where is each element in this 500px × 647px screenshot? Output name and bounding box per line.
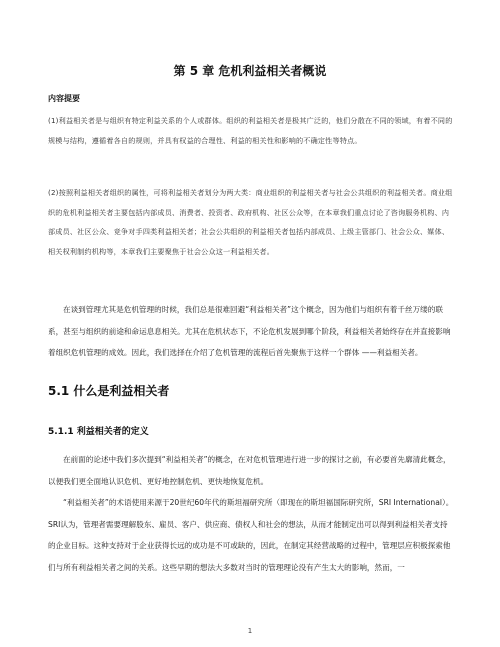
summary-heading: 内容提要 <box>48 94 80 103</box>
summary-paragraph-1: (1)利益相关者是与组织有特定利益关系的个人或群体。组织的利益相关者是极其广泛的，他们分散在不同的领域，有着不同的规模与结构，遵循着各自的规则，并具有权益的合理性、利益的相关性和影响的不确定性等特点。 <box>48 116 453 145</box>
summary-paragraph-2: (2)按照利益相关者组织的属性，可将利益相关者划分为两大类：商业组织的利益相关者与社会公共组织的利益相关者。商业组织的危机利益相关者主要包括内部成员、消费者、投资者、政府机构、社区公众等，在本章我们重点讨论了咨询服务机构、内部成员、社区公众、竞争对手四类利益相关者；社会公共组织的利益相关者包括内部成员、上级主管部门、社会公众、媒体、相关权利制约机构等，本章我们主要聚焦于社会公众这一利益相关者。 <box>48 188 453 256</box>
chapter-title: 第 5 章 危机利益相关者概说 <box>173 64 327 78</box>
page-number: 1 <box>247 627 253 635</box>
section-paragraph-1: 在前面的论述中我们多次提到“利益相关者”的概念，在对危机管理进行进一步的探讨之前，有必要首先廓清此概念，以便我们更全面地认识危机、更好地控制危机、更快地恢复危机。 <box>48 455 451 486</box>
intro-paragraph: 在谈到管理尤其是危机管理的时候，我们总是很难回避“利益相关者”这个概念，因为他们与组织有着千丝万缕的联系，甚至与组织的前途和命运息息相关。尤其在危机状态下，不论危机发展到哪个阶段，利益相关者始终存在并直接影响着组织危机管理的成效。因此，我们选择在介绍了危机管理的流程后首先聚焦于这样一个群体 ——利益相关者。 <box>48 305 451 357</box>
section-paragraph-2: “利益相关者”的术语使用来源于20世纪60年代的斯坦福研究所（即现在的斯坦福国际研究所，SRI International）。SRI认为，管理者需要理解股东、雇员、客户、供应商、债权人和社会的想法，从而才能制定出可以得到利益相关者支持的企业目标。这种支持对于企业获得长远的成功是不可或缺的，因此，在制定其经营战略的过程中，管理层应积极探索他们与所有利益相关者之间的关系。这些早期的想法大多数对当时的管理理论没有产生太大的影响，然而，一 <box>48 498 454 572</box>
section-title: 5.1 什么是利益相关者 <box>48 384 170 398</box>
subsection-title: 5.1.1 利益相关者的定义 <box>48 427 149 437</box>
